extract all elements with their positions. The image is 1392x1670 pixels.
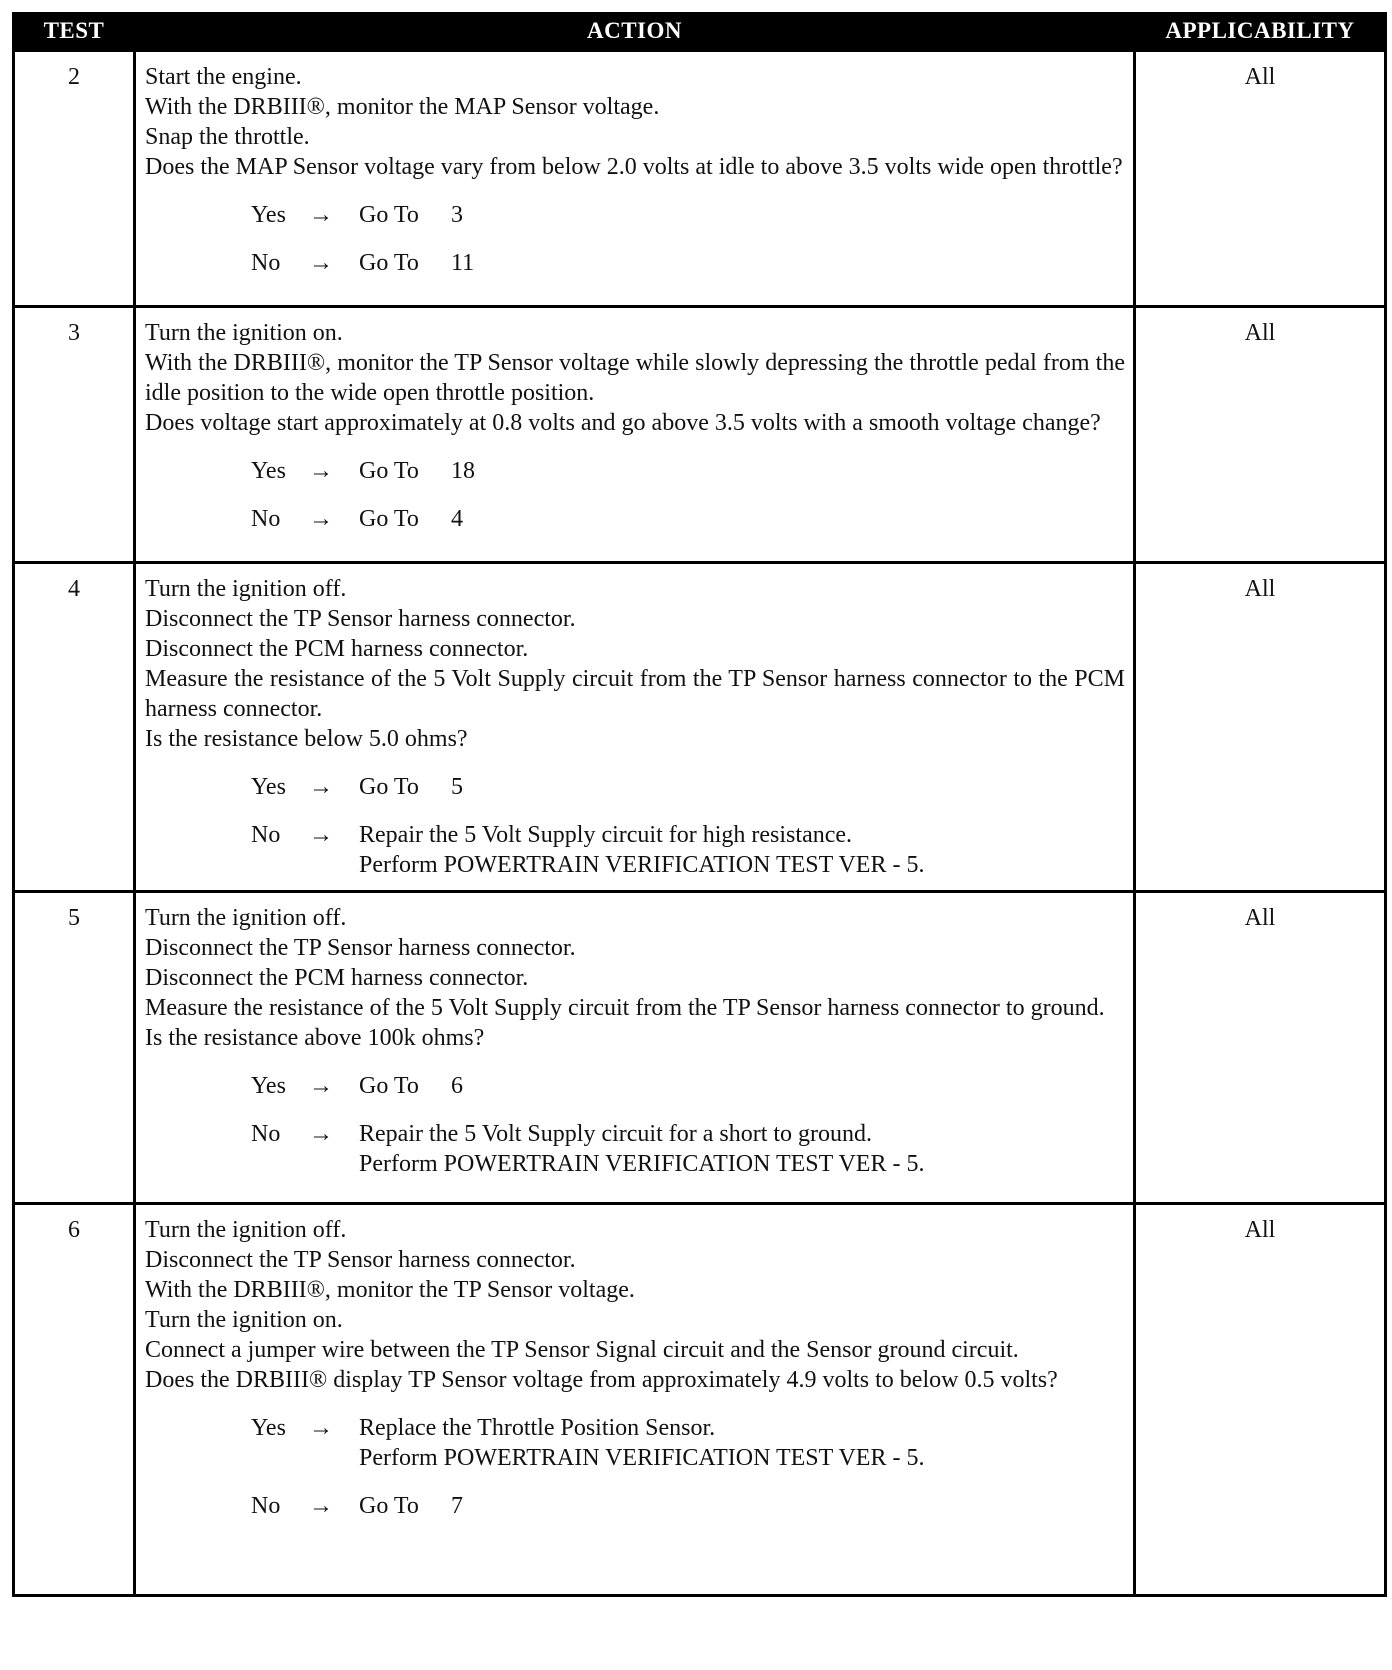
action-line: With the DRBIII®, monitor the MAP Sensor voltage. xyxy=(145,94,660,120)
no-label: No xyxy=(251,822,281,848)
test-number: 3 xyxy=(14,307,135,563)
no-answer xyxy=(251,820,1125,880)
action-line: Snap the throttle. xyxy=(145,124,310,150)
applicability-cell: All xyxy=(1135,563,1386,892)
yes-label: Yes xyxy=(251,774,286,800)
action-cell xyxy=(135,892,1135,1204)
yes-label: Yes xyxy=(251,202,286,228)
goto-label: Go To xyxy=(359,202,419,228)
yes-answer xyxy=(251,1413,1125,1473)
goto-target: 11 xyxy=(451,250,475,276)
goto-target: 5 xyxy=(451,774,463,800)
action-line: Is the resistance above 100k ohms? xyxy=(145,1025,485,1051)
diagnostic-test-table-container xyxy=(12,12,1384,1597)
action-line: Disconnect the TP Sensor harness connector. xyxy=(145,1247,576,1273)
action-line: Connect a jumper wire between the TP Sensor Signal circuit and the Sensor ground circuit. xyxy=(145,1337,1019,1363)
diagnostic-test-table xyxy=(12,12,1387,1597)
repair-instruction: Repair the 5 Volt Supply circuit for high resistance. xyxy=(359,822,853,848)
arrow-icon: → xyxy=(309,250,333,276)
table-header-row xyxy=(14,12,1386,51)
goto-label: Go To xyxy=(359,774,419,800)
action-line: Measure the resistance of the 5 Volt Supply circuit from the TP Sensor harness connector to the PCM harness connector. xyxy=(145,666,1125,722)
arrow-icon: → xyxy=(309,774,333,800)
action-line: With the DRBIII®, monitor the TP Sensor voltage while slowly depressing the throttle pedal from the idle position to the wide open throttle position. xyxy=(145,350,1125,406)
action-line: Turn the ignition on. xyxy=(145,320,343,346)
action-line: Disconnect the TP Sensor harness connector. xyxy=(145,935,576,961)
goto-target: 4 xyxy=(451,506,463,532)
applicability-cell: All xyxy=(1135,51,1386,307)
yes-answer xyxy=(251,1071,1125,1101)
test-number: 5 xyxy=(14,892,135,1204)
goto-target: 3 xyxy=(451,202,463,228)
action-cell xyxy=(135,1204,1135,1596)
repair-instruction: Repair the 5 Volt Supply circuit for a short to ground. xyxy=(359,1121,873,1147)
arrow-icon: → xyxy=(309,1121,333,1147)
arrow-icon: → xyxy=(309,458,333,484)
table-row xyxy=(14,892,1386,1204)
verification-instruction: Perform POWERTRAIN VERIFICATION TEST VER - 5. xyxy=(359,852,925,878)
no-label: No xyxy=(251,1493,281,1519)
action-line: Does the DRBIII® display TP Sensor voltage from approximately 4.9 volts to below 0.5 volts? xyxy=(145,1367,1058,1393)
action-line: Measure the resistance of the 5 Volt Supply circuit from the TP Sensor harness connector to ground. xyxy=(145,995,1105,1021)
table-row xyxy=(14,563,1386,892)
arrow-icon: → xyxy=(309,1493,333,1519)
action-line: With the DRBIII®, monitor the TP Sensor voltage. xyxy=(145,1277,635,1303)
test-number: 6 xyxy=(14,1204,135,1596)
action-line: Is the resistance below 5.0 ohms? xyxy=(145,726,468,752)
no-label: No xyxy=(251,250,281,276)
applicability-cell: All xyxy=(1135,307,1386,563)
yes-answer xyxy=(251,456,1125,486)
goto-label: Go To xyxy=(359,1073,419,1099)
answers xyxy=(145,1413,1125,1521)
goto-target: 7 xyxy=(451,1493,463,1519)
test-number: 2 xyxy=(14,51,135,307)
table-row xyxy=(14,307,1386,563)
action-line: Turn the ignition off. xyxy=(145,1217,347,1243)
no-label: No xyxy=(251,506,281,532)
goto-target: 6 xyxy=(451,1073,463,1099)
yes-label: Yes xyxy=(251,1415,286,1441)
header-applicability: APPLICABILITY xyxy=(1135,12,1386,51)
action-cell xyxy=(135,307,1135,563)
arrow-icon: → xyxy=(309,1415,333,1441)
goto-label: Go To xyxy=(359,506,419,532)
arrow-icon: → xyxy=(309,1073,333,1099)
applicability-cell: All xyxy=(1135,892,1386,1204)
goto-target: 18 xyxy=(451,458,475,484)
yes-answer xyxy=(251,200,1125,230)
no-answer xyxy=(251,1491,1125,1521)
no-answer xyxy=(251,1119,1125,1179)
action-line: Does the MAP Sensor voltage vary from below 2.0 volts at idle to above 3.5 volts wide open throttle? xyxy=(145,154,1123,180)
test-number: 4 xyxy=(14,563,135,892)
answers xyxy=(145,200,1125,278)
yes-label: Yes xyxy=(251,1073,286,1099)
verification-instruction: Perform POWERTRAIN VERIFICATION TEST VER - 5. xyxy=(359,1445,925,1471)
table-row xyxy=(14,51,1386,307)
no-answer xyxy=(251,248,1125,278)
yes-label: Yes xyxy=(251,458,286,484)
action-line: Does voltage start approximately at 0.8 volts and go above 3.5 volts with a smooth voltage change? xyxy=(145,410,1101,436)
table-row xyxy=(14,1204,1386,1596)
arrow-icon: → xyxy=(309,202,333,228)
arrow-icon: → xyxy=(309,506,333,532)
action-line: Disconnect the PCM harness connector. xyxy=(145,965,529,991)
answers xyxy=(145,456,1125,534)
goto-label: Go To xyxy=(359,250,419,276)
action-line: Turn the ignition off. xyxy=(145,905,347,931)
answers xyxy=(145,1071,1125,1179)
no-answer xyxy=(251,504,1125,534)
arrow-icon: → xyxy=(309,822,333,848)
answers xyxy=(145,772,1125,880)
action-line: Disconnect the TP Sensor harness connector. xyxy=(145,606,576,632)
action-cell xyxy=(135,51,1135,307)
no-label: No xyxy=(251,1121,281,1147)
header-test: TEST xyxy=(14,12,135,51)
action-line: Disconnect the PCM harness connector. xyxy=(145,636,529,662)
goto-label: Go To xyxy=(359,458,419,484)
action-cell xyxy=(135,563,1135,892)
action-line: Turn the ignition on. xyxy=(145,1307,343,1333)
replace-instruction: Replace the Throttle Position Sensor. xyxy=(359,1415,716,1441)
applicability-cell: All xyxy=(1135,1204,1386,1596)
goto-label: Go To xyxy=(359,1493,419,1519)
action-line: Turn the ignition off. xyxy=(145,576,347,602)
header-action: ACTION xyxy=(135,12,1135,51)
verification-instruction: Perform POWERTRAIN VERIFICATION TEST VER - 5. xyxy=(359,1151,925,1177)
action-line: Start the engine. xyxy=(145,64,302,90)
yes-answer xyxy=(251,772,1125,802)
